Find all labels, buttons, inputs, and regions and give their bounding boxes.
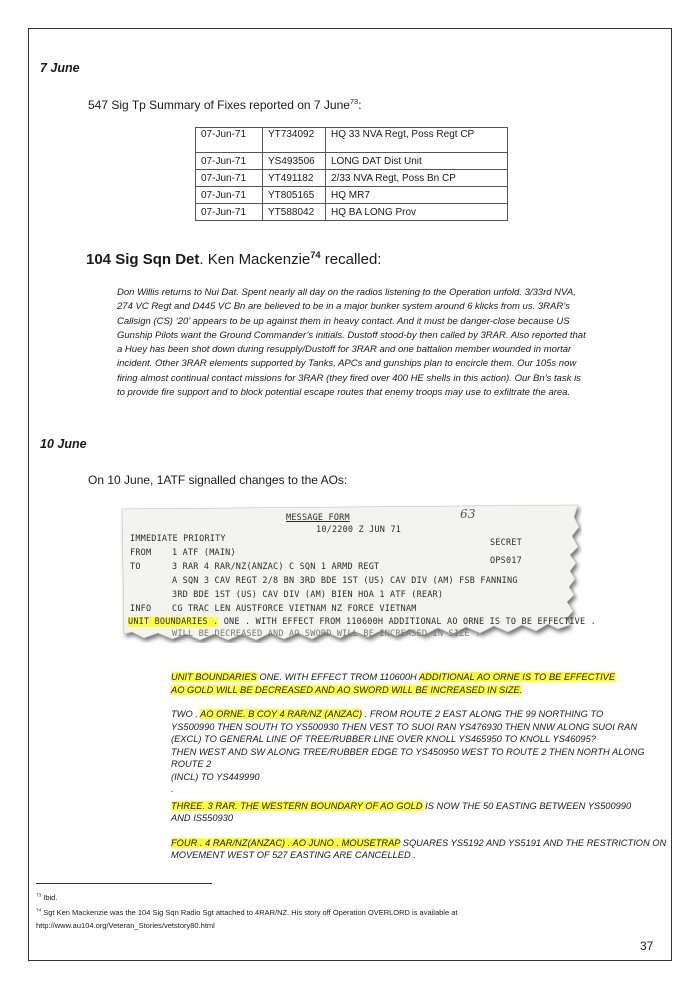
msg-ops: OPS017 [490, 556, 522, 566]
msg-number: 63 [460, 507, 476, 521]
cell-desc: HQ 33 NVA Regt, Poss Regt CP [326, 128, 508, 153]
cell-desc: HQ MR7 [326, 187, 508, 204]
table-row [196, 153, 508, 170]
cell-grid: YT734092 [263, 128, 326, 153]
table-row [196, 128, 508, 153]
cell-date: 07-Jun-71 [196, 170, 263, 187]
cell-grid: YT588042 [263, 204, 326, 221]
cell-date: 07-Jun-71 [196, 128, 263, 153]
quote-line: Callsign (CS) ‘20’ appears to be up against them in heavy contact. And it must be danger-close because US [117, 315, 570, 327]
footnote-ref-73[interactable]: 73 [349, 97, 359, 106]
msg-dtg: 10/2200 Z JUN 71 [316, 525, 402, 535]
table-row [196, 204, 508, 221]
fixes-table [195, 127, 508, 221]
msg-info-label: INFO [130, 604, 152, 614]
fixes-intro: 547 Sig Tp Summary of Fixes reported on 7 June$^{73}$: [88, 97, 362, 112]
table-row [196, 170, 508, 187]
transcript-para-one: UNIT BOUNDARIES ONE. WITH EFFECT TROM 110600H ADDITIONAL AO ORNE IS TO BE EFFECTIVE [171, 672, 616, 682]
cell-date: 07-Jun-71 [196, 204, 263, 221]
transcript-para-two: TWO . AO ORNE. B COY 4 RAR/NZ (ANZAC) . FROM ROUTE 2 EAST ALONG THE 99 NORTHING TO [171, 709, 604, 719]
msg-text-line2: WILL BE DECREASED AND AO SWORD WILL BE INCREASED IN SIZE . [172, 629, 481, 639]
transcript: UNIT BOUNDARIES ONE. WITH EFFECT TROM 110600H ADDITIONAL AO ORNE IS TO BE EFFECTIVE AO GOLD WILL BE DECREASED AND AO SWORD WILL BE INCREASED IN SIZE. TWO . AO ORNE. B COY 4 RAR/NZ (ANZAC) . FROM ROUTE 2 EAST ALONG THE 99 NORTHING TO YS500990 THEN SOUTH TO YS500930 THEN VEST TO SUOI RAN YS476930 THEN NNW ALONG SUOI RAN (EXCL) TO GENERAL LINE OF TREE/RUBBER LINE OVER KNOLL YS465950 TO KNOLL YS46095? THEN WEST AND SW ALONG TREE/RUBBER EDGE TO YS450950 WEST TO ROUTE 2 THEN NORTH ALONG ROUTE 2 (INCL) TO YS449990 . THREE. 3 RAR. THE WESTERN BOUNDARY OF AO GOLD IS NOW THE 50 EASTING BETWEEN YS500990 AND IS550930 FOUR . 4 RAR/NZ(ANZAC) . AO JUNO . MOUSETRAP SQUARES YS5192 AND YS5191 AND THE RESTRICTION ON MOVEMENT WEST OF 527 EASTING ARE CANCELLED . [171, 671, 671, 862]
cell-desc: LONG DAT Dist Unit [326, 153, 508, 170]
transcript-para-four: FOUR . 4 RAR/NZ(ANZAC) . AO JUNO . MOUSETRAP SQUARES YS5192 AND YS5191 AND THE RESTRICTION ON [171, 837, 667, 848]
sqn-heading: 104 Sig Sqn Det. Ken Mackenzie$^{74}$ recalled: [86, 250, 382, 268]
cell-desc: HQ BA LONG Prov [326, 204, 508, 221]
footnote-74: $^{74}$ Sgt Ken Mackenzie was the 104 Sig Sqn Radio Sgt attached to 4RAR/NZ. His story off Operation OVERLORD is available at [36, 907, 458, 917]
quote-line: incident. Other 3RAR elements supported by Tanks, APCs and gunships plan to encircle them. Our 105s now [117, 358, 577, 370]
mackenzie-quote [117, 286, 677, 400]
quote-line: Gunship Pilots want the Ground Commander’s initials. Dustoff stood-by then called by 3RAR. Also reported that [117, 329, 586, 341]
msg-info-value: CG TRAC LEN AUSTFORCE VIETNAM NZ FORCE VIETNAM [172, 604, 417, 614]
msg-to-line1: 3 RAR 4 RAR/NZ(ANZAC) C SQN 1 ARMD REGT [172, 562, 380, 572]
quote-line: 274 VC Regt and D445 VC Bn are believed to be in a major bunker system around 6 klicks from us. 3RAR’s [117, 301, 570, 313]
aos-intro: On 10 June, 1ATF signalled changes to the AOs: [88, 473, 348, 487]
msg-to-label: TO [130, 562, 141, 572]
footnote-rule [36, 883, 212, 884]
message-form-image [118, 503, 596, 643]
msg-to-line2: A SQN 3 CAV REGT 2/8 BN 3RD BDE 1ST (US) CAV DIV (AM) FSB FANNING [172, 576, 518, 586]
footnote-74-url[interactable]: http://www.au104.org/Veteran_Stories/vetstory80.html [36, 921, 215, 930]
transcript-para-three: THREE. 3 RAR. THE WESTERN BOUNDARY OF AO GOLD IS NOW THE 50 EASTING BETWEEN YS500990 [171, 800, 632, 811]
msg-from-value: 1 ATF (MAIN) [172, 548, 236, 558]
cell-date: 07-Jun-71 [196, 187, 263, 204]
heading-10-june: 10 June [40, 437, 87, 451]
msg-title: MESSAGE FORM [286, 513, 350, 523]
cell-desc: 2/33 NVA Regt, Poss Bn CP [326, 170, 508, 187]
quote-line: a Huey has been shot down during resupply/Dustoff for 3RAR and one battalion member wounded in mortar [117, 344, 572, 356]
msg-classification: SECRET [490, 538, 522, 548]
quote-line: firing almost continual contact missions for 3RAR (they fired over 400 HE shells in this action). Our Bn’s task is [117, 372, 581, 384]
cell-grid: YS493506 [263, 153, 326, 170]
table-row [196, 187, 508, 204]
msg-from-label: FROM [130, 548, 152, 558]
quote-line: Don Willis returns to Nui Dat. Spent nearly all day on the radios listening to the Operation unfold. 3/33rd NVA, [117, 287, 576, 298]
cell-grid: YT491182 [263, 170, 326, 187]
page-number: 37 [640, 939, 654, 953]
quote-line: to provide fire support and to block potential escape routes that enemy troops may use to exfiltrate the area. [117, 387, 571, 399]
msg-precedence: IMMEDIATE PRIORITY [130, 534, 226, 544]
footnote-73: $^{73}$ Ibid. [36, 892, 58, 902]
cell-date: 07-Jun-71 [196, 153, 263, 170]
heading-7-june: 7 June [40, 61, 80, 75]
msg-to-line3: 3RD BDE 1ST (US) CAV DIV (AM) BIEN HOA 1 ATF (REAR) [172, 590, 444, 600]
msg-text-line1: UNIT BOUNDARIES . ONE . WITH EFFECT FROM 110600H ADDITIONAL AO ORNE IS TO BE EFFECTIVE . [128, 617, 596, 627]
footnote-ref-74[interactable]: 74 [310, 250, 321, 260]
cell-grid: YT805165 [263, 187, 326, 204]
